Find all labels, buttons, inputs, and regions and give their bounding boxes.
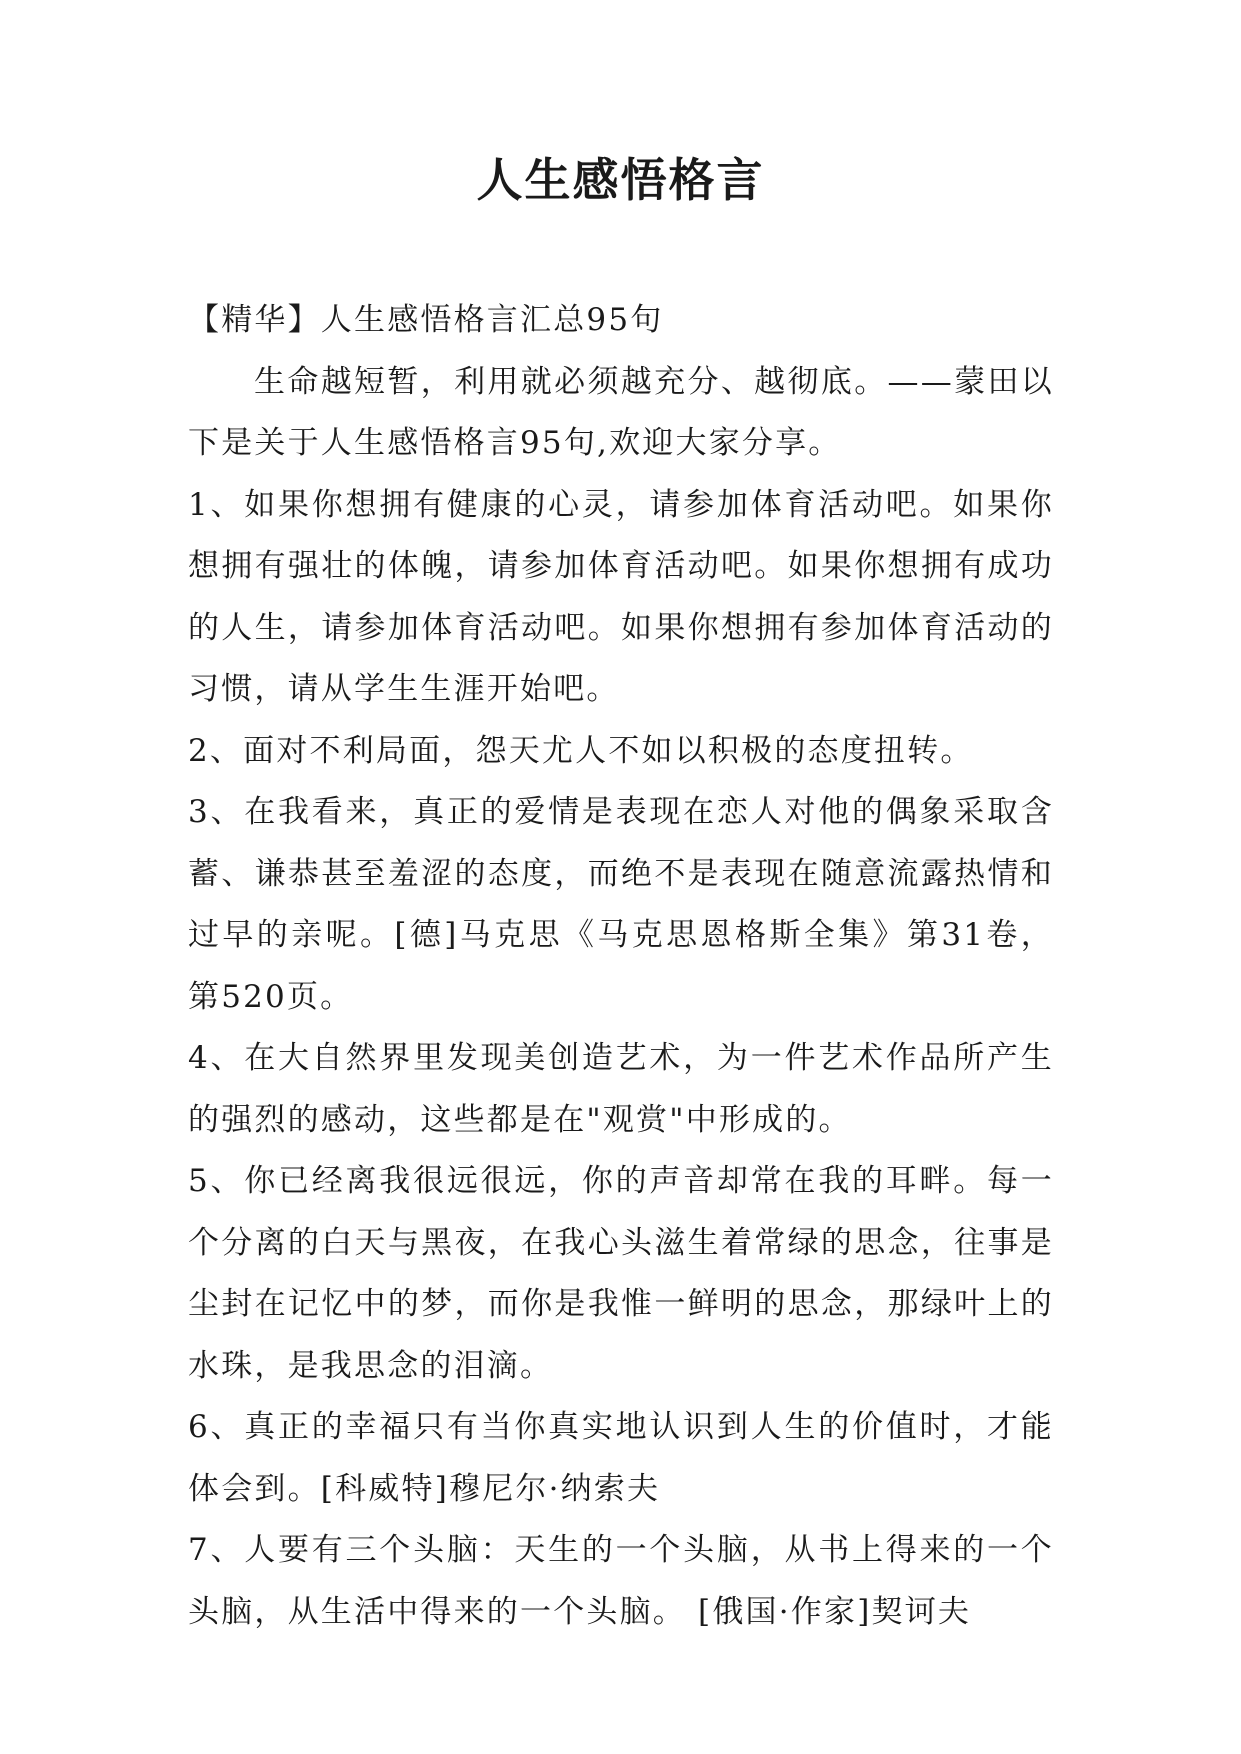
quote-item-1: 1、如果你想拥有健康的心灵，请参加体育活动吧。如果你想拥有强壮的体魄，请参加体育活动吧。如果你想拥有成功的人生，请参加体育活动吧。如果你想拥有参加体育活动的习惯，请从学生生涯开始吧。 [188,486,1054,707]
subtitle: 【精华】人生感悟格言汇总95句 [188,302,664,338]
quote-item-2: 2、面对不利局面，怨天尤人不如以积极的态度扭转。 [188,732,974,769]
page-title: 人生感悟格言 [476,153,765,207]
quote-item-5: 5、你已经离我很远很远，你的声音却常在我的耳畔。每一个分离的白天与黑夜，在我心头滋生着常绿的思念，往事是尘封在记忆中的梦，而你是我惟一鲜明的思念，那绿叶上的水珠，是我思念的泪滴。 [188,1163,1054,1384]
quote-item-4: 4、在大自然界里发现美创造艺术，为一件艺术作品所产生的强烈的感动，这些都是在"观赏"中形成的。 [188,1040,1054,1138]
quote-item-3: 3、在我看来，真正的爱情是表现在恋人对他的偶象采取含蓄、谦恭甚至羞涩的态度，而绝不是表现在随意流露热情和过早的亲呢。[德]马克思《马克思恩格斯全集》第31卷，第520页。 [188,794,1054,1015]
intro-paragraph: 生命越短暂，利用就必须越充分、越彻底。——蒙田以下是关于人生感悟格言95句,欢迎大家分享。 [188,363,1054,461]
quote-item-7: 7、人要有三个头脑：天生的一个头脑，从书上得来的一个头脑，从生活中得来的一个头脑。 [俄国·作家]契诃夫 [188,1532,1054,1630]
quote-item-6: 6、真正的幸福只有当你真实地认识到人生的价值时，才能体会到。[科威特]穆尼尔·纳索夫 [188,1409,1054,1507]
document-body [188,290,1054,1643]
